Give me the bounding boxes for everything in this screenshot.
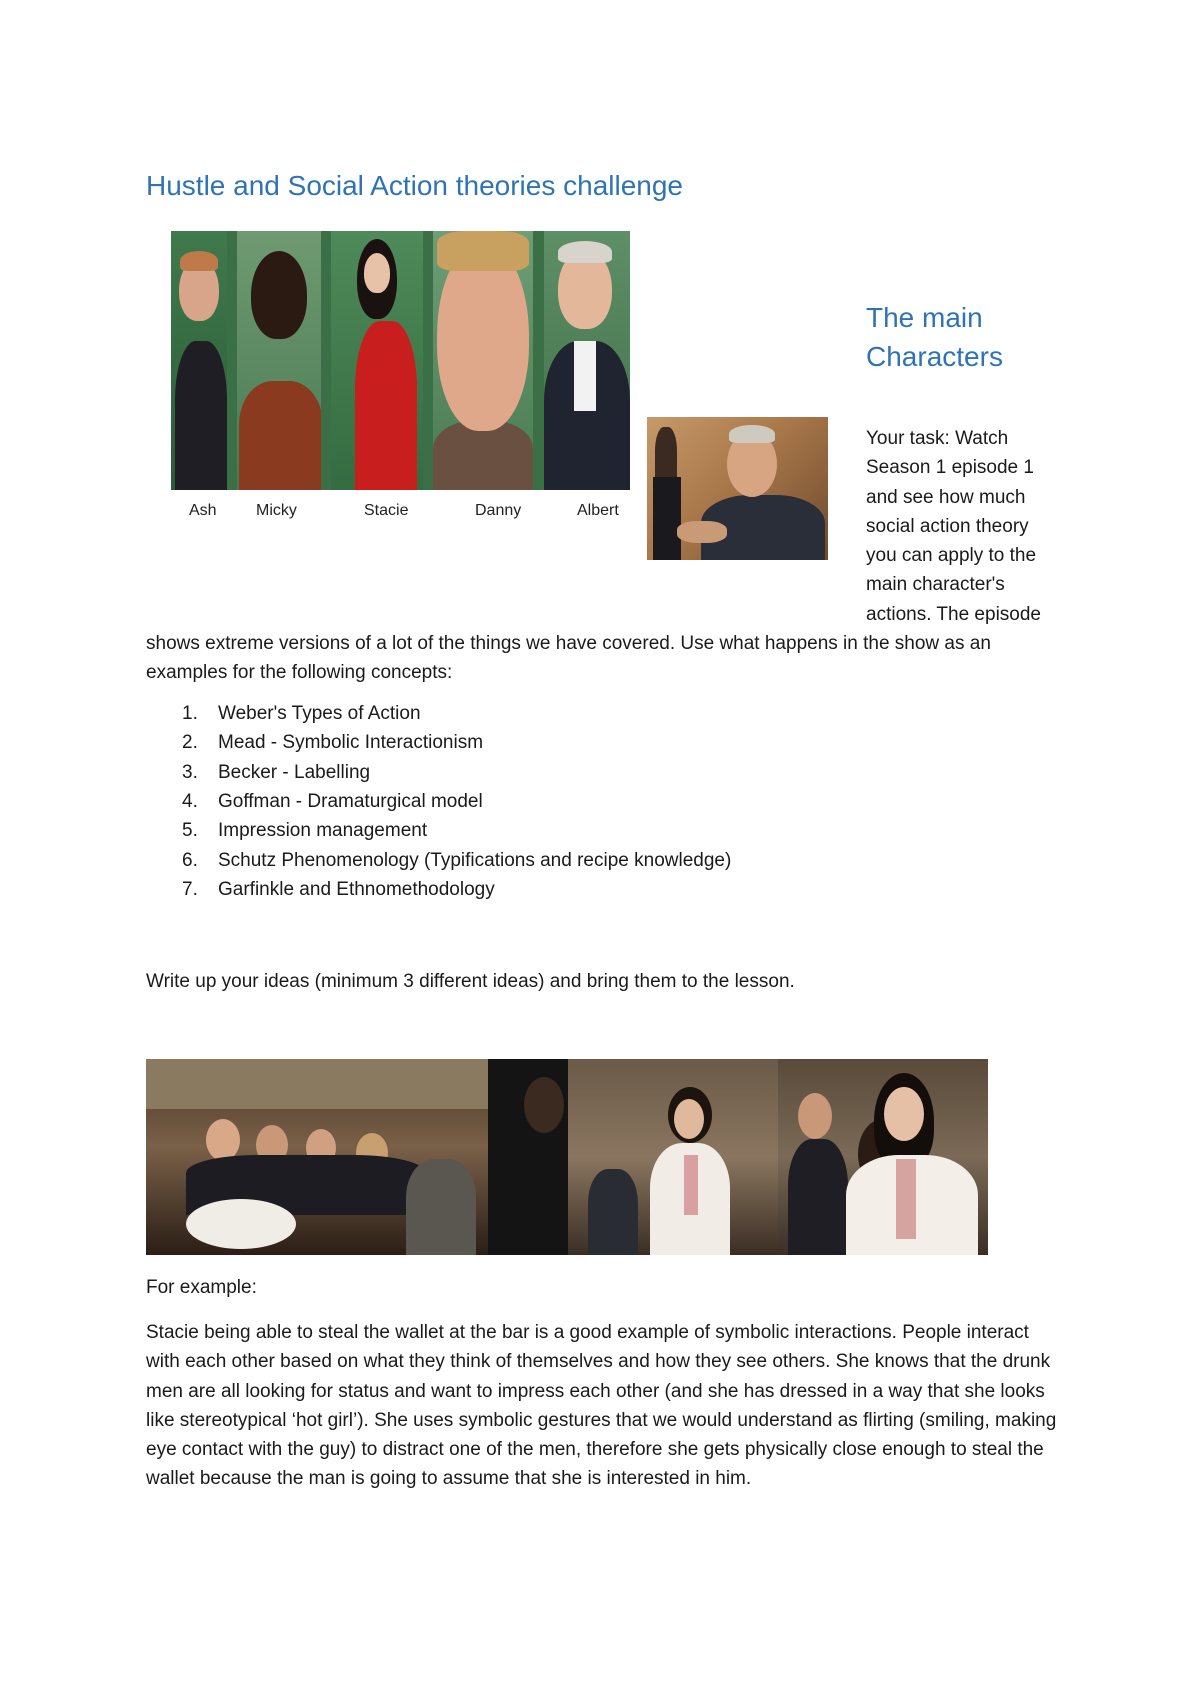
- list-item-text: Garfinkle and Ethnomethodology: [218, 878, 495, 900]
- albert-seated-photo: [647, 417, 828, 560]
- list-item-text: Goffman - Dramaturgical model: [218, 790, 483, 812]
- cast-name-micky: Micky: [256, 502, 297, 519]
- list-item-text: Mead - Symbolic Interactionism: [218, 732, 484, 754]
- list-item-text: Becker - Labelling: [218, 761, 371, 783]
- cast-portrait-stacie: [331, 231, 423, 490]
- task-continuation: shows extreme versions of a lot of the things we have covered. Use what happens in the show as an examples for the following concepts:: [146, 633, 991, 684]
- task-line: Your task: Watch: [866, 428, 1009, 449]
- task-line: social action theory: [866, 515, 1029, 537]
- page-title: Hustle and Social Action theories challenge: [146, 170, 684, 201]
- list-item-number: 3.: [182, 761, 198, 783]
- scene-still-restaurant: [146, 1059, 488, 1255]
- side-heading-line-1: The main: [866, 302, 983, 333]
- cast-name-stacie: Stacie: [364, 502, 409, 519]
- list-item-text: Schutz Phenomenology (Typifications and recipe knowledge): [218, 849, 732, 871]
- cast-portrait-albert: [544, 231, 630, 490]
- list-item-number: 6.: [182, 849, 198, 871]
- cast-name-albert: Albert: [577, 502, 619, 519]
- example-label: For example:: [146, 1277, 257, 1298]
- scene-stills-strip: [146, 1059, 988, 1255]
- example-paragraph: Stacie being able to steal the wallet at the bar is a good example of symbolic interactions. People interact with each other based on what they think of themselves and how they see others. She knows that the drunk men are all looking for status and want to impress each other (and she has dressed in a way that she looks like stereotypical ‘hot girl’). She uses symbolic gestures that we would understand as flirting (smiling, making eye contact with the guy) to distract one of the men, therefore she gets physically close enough to steal the wallet because the man is going to assume that she is interested in him.: [146, 1322, 1057, 1490]
- task-line: actions. The episode: [866, 603, 1041, 625]
- list-item-number: 2.: [182, 732, 198, 754]
- cast-portrait-danny: [433, 231, 533, 490]
- cast-portrait-micky: [237, 231, 323, 490]
- task-line: you can apply to the: [866, 545, 1037, 567]
- scene-still-bar-approach: [488, 1059, 778, 1255]
- instruction-text: Write up your ideas (minimum 3 different ideas) and bring them to the lesson.: [146, 971, 795, 992]
- list-item-text: Impression management: [218, 820, 428, 842]
- side-heading: [866, 298, 1003, 376]
- scene-still-wallet-steal: [778, 1059, 988, 1255]
- cast-name-labels: [171, 502, 631, 524]
- cast-photo-strip: [171, 231, 630, 490]
- list-item-number: 4.: [182, 790, 198, 812]
- list-item-number: 7.: [182, 878, 198, 900]
- task-line: and see how much: [866, 486, 1026, 508]
- cast-name-ash: Ash: [189, 502, 217, 519]
- task-line: Season 1 episode 1: [866, 457, 1034, 479]
- list-item-text: Weber's Types of Action: [218, 703, 421, 724]
- cast-portrait-ash: [171, 231, 229, 490]
- task-paragraph: [866, 424, 1056, 629]
- side-heading-line-2: Characters: [866, 341, 1003, 372]
- task-line: main character's: [866, 574, 1005, 596]
- list-item-number: 1.: [182, 703, 198, 724]
- cast-name-danny: Danny: [475, 502, 522, 519]
- list-item-number: 5.: [182, 820, 198, 842]
